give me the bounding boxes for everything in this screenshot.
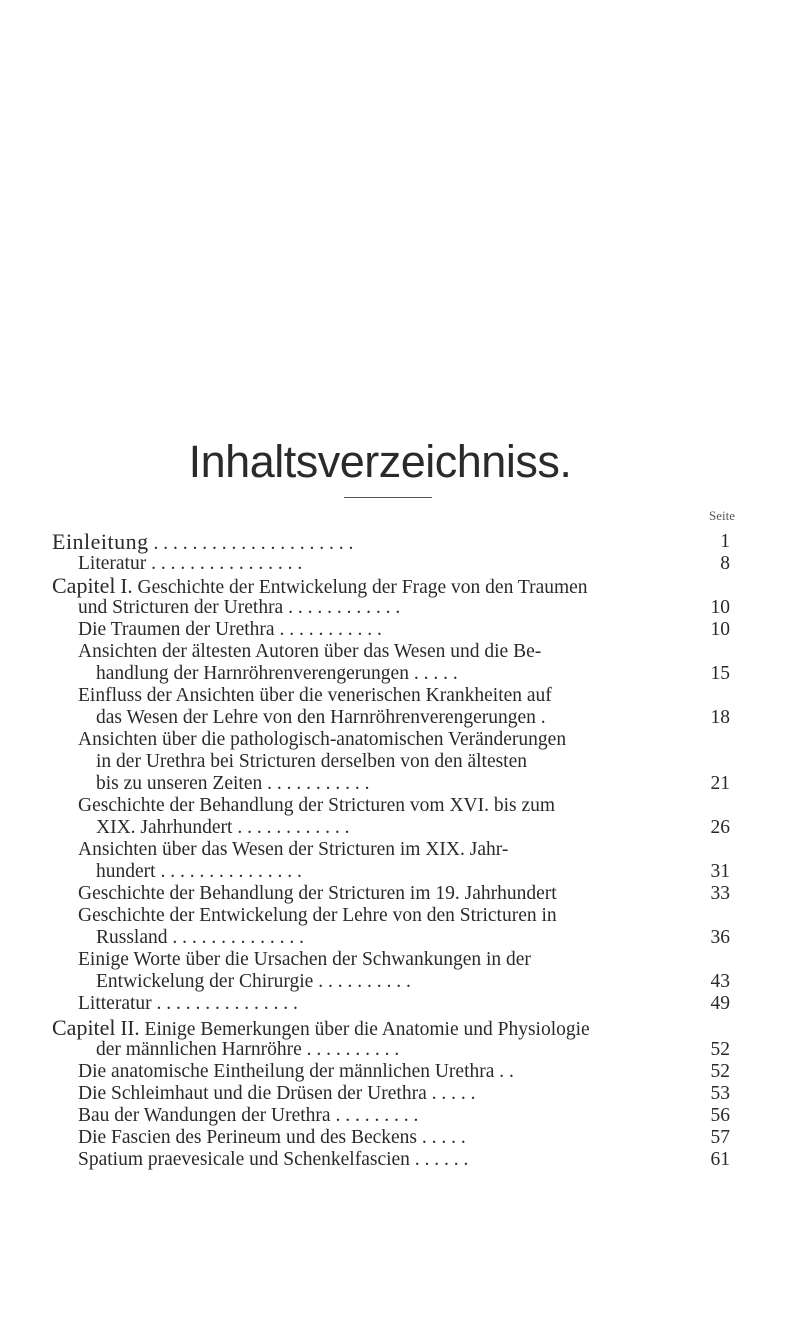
- toc-entry-text: Die Schleimhaut und die Drüsen der Urethra: [78, 1083, 427, 1104]
- toc-entry-text: XIX. Jahrhundert: [96, 817, 233, 838]
- leader-dots: .: [535, 707, 546, 728]
- page-number: 10: [710, 619, 730, 640]
- toc-entry: [78, 904, 698, 928]
- page-title: Inhaltsverzeichniss.: [188, 436, 572, 487]
- toc-entry-text: Ansichten der ältesten Autoren über das Wesen und die Be-: [78, 641, 542, 662]
- leader-dots: . . . . . . . . . . . .: [283, 597, 401, 618]
- toc-entry: [78, 618, 690, 642]
- page-number: 43: [710, 971, 730, 992]
- toc-entry-text: Einfluss der Ansichten über die venerischen Krankheiten auf: [78, 685, 552, 706]
- leader-dots: . . . . . . . . .: [330, 1105, 419, 1126]
- leader-dots: . . . . . .: [409, 1149, 469, 1170]
- toc-entry-text: Spatium praevesicale und Schenkelfascien: [78, 1149, 410, 1170]
- toc-entry: [78, 794, 698, 818]
- leader-dots: . . . . .: [426, 1083, 476, 1104]
- toc-entry: [78, 838, 698, 862]
- page-number: 52: [710, 1039, 730, 1060]
- chapter-number: II.: [120, 1016, 140, 1040]
- toc-entry: [78, 992, 690, 1016]
- toc-entry: [78, 882, 690, 906]
- page-number: 1: [720, 531, 730, 552]
- toc-entry-text: Litteratur: [78, 993, 152, 1014]
- toc-entry: [78, 684, 698, 708]
- toc-entry-text: Geschichte der Behandlung der Stricturen im 19. Jahrhundert: [78, 883, 557, 904]
- toc-entry: [78, 1082, 690, 1106]
- toc-entry-continuation: [96, 970, 690, 994]
- toc-entry-continuation: [96, 750, 696, 774]
- page-number: 15: [710, 663, 730, 684]
- chapter-label: Capitel: [52, 1016, 116, 1040]
- toc-entry-text: Die Fascien des Perineum und des Beckens: [78, 1127, 418, 1148]
- page-number: 18: [710, 707, 730, 728]
- page-number: 61: [710, 1149, 730, 1170]
- toc-entry-continuation: [96, 1038, 690, 1062]
- toc-entry-text: Die Traumen der Urethra: [78, 619, 275, 640]
- toc-entry-text: Bau der Wandungen der Urethra: [78, 1105, 331, 1126]
- toc-entry: [78, 640, 698, 664]
- page-number: 56: [710, 1105, 730, 1126]
- toc-entry: [78, 1104, 690, 1128]
- toc-entry: [78, 948, 698, 972]
- toc-entry-text: Literatur: [78, 553, 147, 574]
- page-number: 49: [710, 993, 730, 1014]
- toc-entry-text: Geschichte der Behandlung der Stricturen vom XVI. bis zum: [78, 795, 556, 816]
- toc-entry-text: Entwickelung der Chirurgie: [96, 971, 314, 992]
- leader-dots: . . . . . . . . . . . . . .: [167, 927, 305, 948]
- toc-entry-text: hundert: [96, 861, 156, 882]
- chapter-label: Capitel: [52, 574, 116, 598]
- toc-entry-text: der männlichen Harnröhre: [96, 1039, 302, 1060]
- toc-entry: [78, 728, 698, 752]
- page-number: 26: [710, 817, 730, 838]
- toc-entry-text: bis zu unseren Zeiten: [96, 773, 263, 794]
- page-number: 36: [710, 927, 730, 948]
- leader-dots: . . . . . . . . . . . .: [232, 817, 350, 838]
- toc-entry-text: in der Urethra bei Stricturen derselben von den ältesten: [96, 751, 528, 772]
- toc-entry-text: Einleitung: [52, 530, 149, 554]
- toc-entry: [78, 552, 690, 576]
- toc-entry-text: Geschichte der Entwickelung der Lehre von den Stricturen in: [78, 905, 557, 926]
- toc-entry: [78, 1148, 690, 1172]
- title-rule: [344, 497, 432, 498]
- toc-entry-continuation: [96, 772, 690, 796]
- page-number: 52: [710, 1061, 730, 1082]
- page-number: 31: [710, 861, 730, 882]
- toc-entry-continuation: [96, 662, 690, 686]
- toc-entry-continuation: [96, 706, 690, 730]
- toc-entry-text: das Wesen der Lehre von den Harnröhrenverengerungen: [96, 707, 536, 728]
- leader-dots: . . . . . . . . . .: [301, 1039, 400, 1060]
- leader-dots: . . . . . . . . . . .: [262, 773, 370, 794]
- leader-dots: . . . . . . . . . . . . . . . . . . . . .: [148, 533, 354, 554]
- leader-dots: . . . . .: [408, 663, 458, 684]
- page-number: 21: [710, 773, 730, 794]
- leader-dots: . . . . . . . . . . .: [274, 619, 382, 640]
- leader-dots: . . . . . . . . . . . . . . .: [151, 993, 298, 1014]
- toc-entry: [78, 596, 690, 620]
- leader-dots: . .: [494, 1061, 514, 1082]
- toc-entry-text: Geschichte der Entwickelung der Frage von den Traumen: [132, 577, 588, 598]
- toc-entry-continuation: [96, 816, 690, 840]
- leader-dots: . . . . .: [417, 1127, 466, 1148]
- page-number: 57: [710, 1127, 730, 1148]
- leader-dots: . . . . . . . . . .: [313, 971, 411, 992]
- toc-entry-text: handlung der Harnröhrenverengerungen: [96, 663, 409, 684]
- toc-entry-text: Die anatomische Eintheilung der männlichen Urethra: [78, 1061, 495, 1082]
- chapter-number: I.: [120, 574, 133, 598]
- toc-entry-text: Einige Worte über die Ursachen der Schwankungen in der: [78, 949, 531, 970]
- leader-dots: . . . . . . . . . . . . . . . .: [146, 553, 303, 574]
- page-number: 8: [720, 553, 730, 574]
- toc-entry: [78, 1060, 690, 1084]
- page-number: 53: [710, 1083, 730, 1104]
- toc-entry-text: Ansichten über das Wesen der Stricturen im XIX. Jahr-: [78, 839, 509, 860]
- toc-entry-text: und Stricturen der Urethra: [78, 597, 284, 618]
- toc-entry-continuation: [96, 860, 690, 884]
- toc-entry: [78, 1126, 690, 1150]
- toc-entry-text: Russland: [96, 927, 168, 948]
- page-column-label: Seite: [709, 508, 735, 523]
- toc-entry-continuation: [96, 926, 690, 950]
- toc-entry-text: Einige Bemerkungen über die Anatomie und Physiologie: [139, 1019, 590, 1040]
- toc-entry-text: Ansichten über die pathologisch-anatomischen Veränderungen: [78, 729, 567, 750]
- page-number: 33: [710, 883, 730, 904]
- page-number: 10: [710, 597, 730, 618]
- leader-dots: . . . . . . . . . . . . . . .: [155, 861, 302, 882]
